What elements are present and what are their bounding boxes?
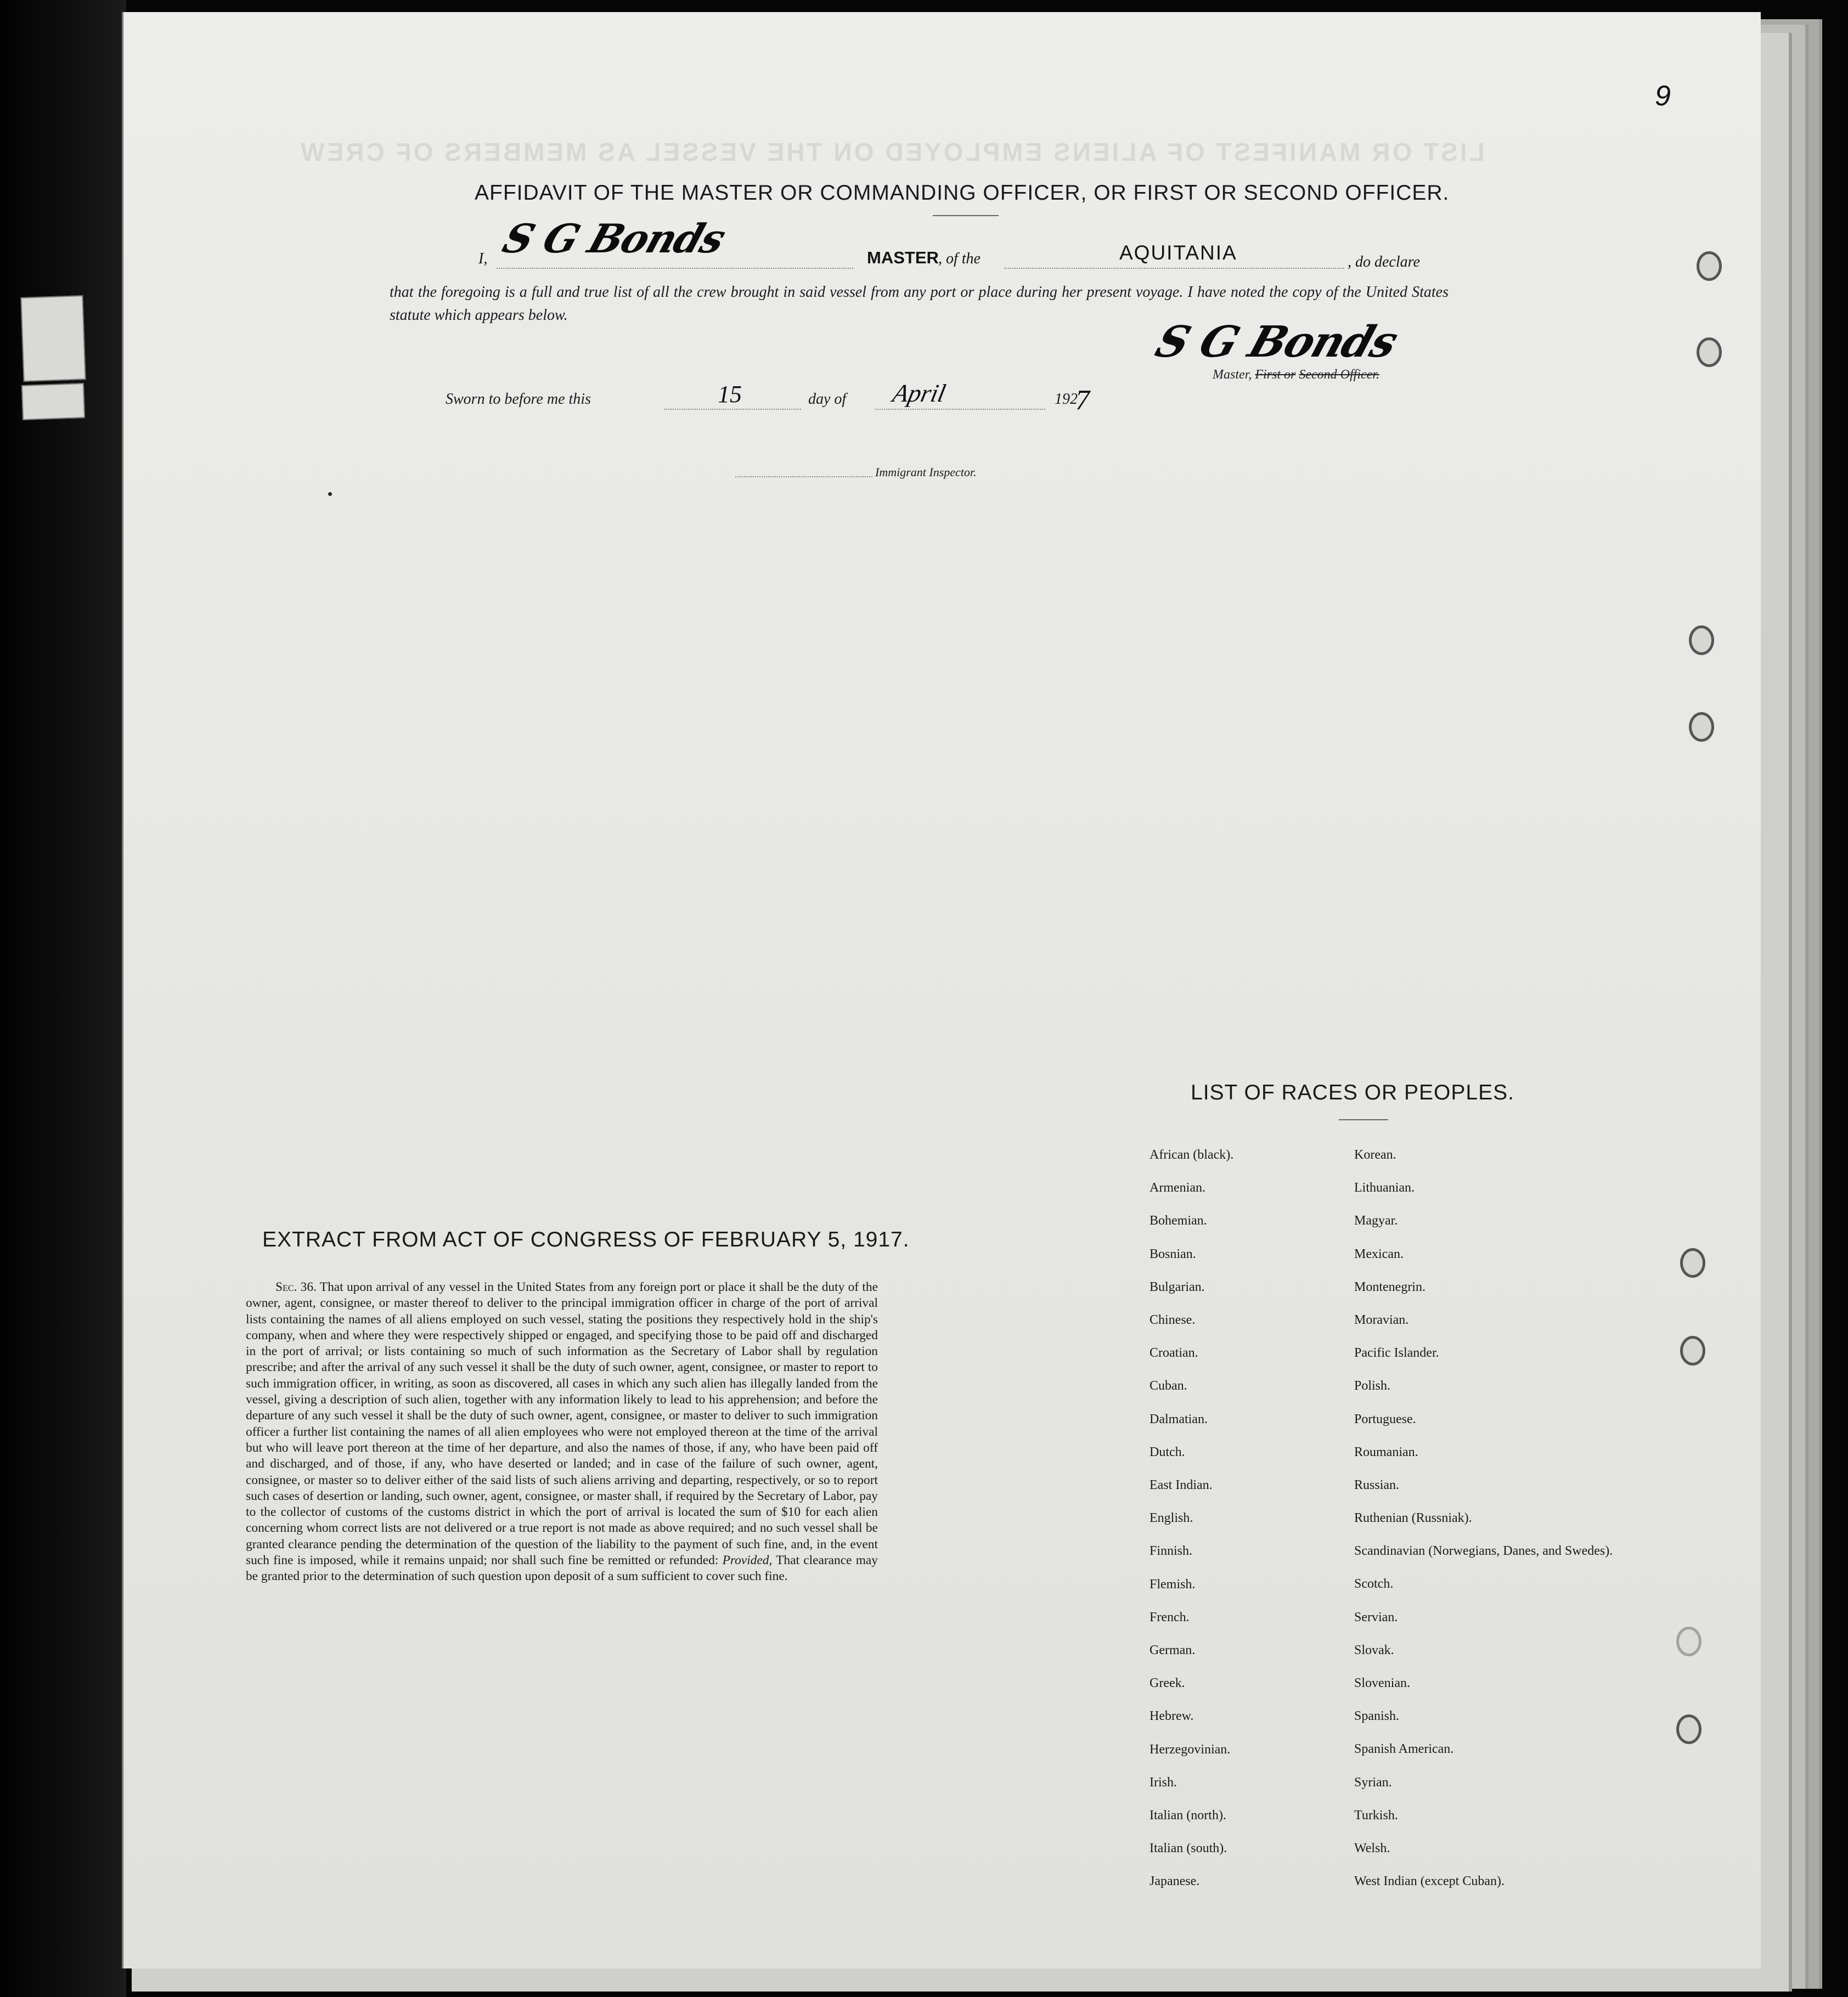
race-item: Herzegovinian. [1150,1742,1231,1757]
punch-hole-icon [1689,712,1714,742]
sworn-day-handwritten: 15 [718,381,742,408]
race-item: Lithuanian. [1354,1181,1415,1195]
race-item: Scandinavian (Norwegians, Danes, and Swedes). [1354,1544,1613,1559]
section-label: Sec. 36. [275,1280,317,1294]
year-prefix: 192 [1055,391,1078,408]
page-number: 9 [1655,80,1671,112]
day-of-label: day of [808,391,847,408]
race-item: Greek. [1150,1676,1185,1691]
races-list-left [1150,1138,1233,1898]
inspector-label: Immigrant Inspector. [875,465,977,479]
inspector-line [735,476,872,477]
race-item: Hebrew. [1150,1709,1194,1724]
punch-hole-icon [1676,1714,1701,1744]
race-item: Slovak. [1354,1643,1394,1657]
punch-hole-icon [1689,625,1714,655]
role-first-or-struck: First or [1255,368,1296,382]
race-item: Flemish. [1150,1577,1196,1592]
race-item: Slovenian. [1354,1676,1410,1691]
race-item: Irish. [1150,1775,1177,1790]
race-item: Spanish. [1354,1709,1400,1724]
master-label: MASTER [867,248,939,267]
race-item: Pacific Islander. [1354,1346,1439,1361]
title-rule [933,215,999,216]
sworn-month-handwritten: April [890,379,948,407]
do-declare-label: , do declare [1348,253,1420,270]
race-item: French. [1150,1610,1190,1624]
race-item: Croatian. [1150,1346,1198,1361]
race-item: Moravian. [1354,1313,1409,1328]
race-item: Turkish. [1354,1808,1398,1823]
statute-proviso: That clearance may be granted prior to the determination of such question upon deposit of a sum sufficient to cover such fine. [246,1553,878,1584]
races-title: LIST OF RACES OR PEOPLES. [1191,1081,1514,1104]
race-item: East Indian. [1150,1478,1213,1493]
bleed-through-heading: LIST OR MANIFEST OF ALIENS EMPLOYED ON THE VESSEL AS MEMBERS OF CREW [298,138,1485,166]
punch-hole-icon [1680,1248,1705,1278]
race-item: Italian (south). [1150,1841,1227,1856]
race-item: Armenian. [1150,1181,1205,1195]
race-item: Scotch. [1354,1577,1394,1592]
month-line [875,409,1045,410]
provided-label: Provided, [722,1553,773,1568]
role-master: Master, [1213,368,1252,382]
declarant-prefix: I, [478,250,488,267]
of-the-label: , of the [938,250,981,267]
signer-role [1213,368,1379,382]
race-item: Magyar. [1354,1214,1398,1228]
race-item: Welsh. [1354,1841,1390,1856]
race-item: Russian. [1354,1478,1400,1493]
race-item: Portuguese. [1354,1412,1416,1426]
vessel-line [1004,268,1344,269]
punch-hole-icon [1680,1336,1705,1366]
punch-hole-icon [1697,337,1722,367]
race-item: Dutch. [1150,1445,1185,1459]
title-rule [1339,1119,1388,1120]
race-item: Finnish. [1150,1544,1193,1559]
year-digit-handwritten: 7 [1075,385,1090,416]
vessel-name: AQUITANIA [1119,241,1237,264]
race-item: Korean. [1354,1148,1396,1162]
race-item: Cuban. [1150,1379,1187,1394]
punch-hole-icon [1697,251,1722,281]
race-item: English. [1150,1511,1193,1526]
statute-body: That upon arrival of any vessel in the United States from any foreign port or place it shall be the duty of the owner, agent, consignee, or master thereof to deliver to the principal immigration officer in charge of the port of arrival lists containing the names of all aliens employed on such vessel, stating the positions they respectively hold in the ship's company, when and where they were respectively shipped or engaged, and specifying those to be paid off and discharged in the port of arrival; or lists containing so much of such information as the Secretary of Labor shall by regulation prescribe; and after the arrival of any such vessel it shall be the duty of such owner, agent, consignee, or master to report to such immigration officer, in writing, as soon as discovered, all cases in which any such alien has illegally landed from the vessel, giving a description of such alien, together with any information likely to lead to his apprehension; and before the departure of any such vessel it shall be the duty of such owner, agent, consignee, or master to deliver to such immigration officer a further list containing the names of all alien employees who were not employed thereon at the time of the arrival but who will leave port thereon at the time of her departure, and also the names of those, if any, who have been paid off and discharged, and of those, if any, who have deserted or landed; and in case of the failure of such owner, agent, consignee, or master so to deliver either of the said lists of such aliens arriving and departing, respectively, or so to report such cases of desertion or landing, such owner, agent, consignee, or master shall, if required by the Secretary of Labor, pay to the collector of customs of the customs district in which the port of arrival is located the sum of $10 for each alien concerning whom correct lists are not delivered or a true report is not made as above required; and no such vessel shall be granted clearance pending the determination of the question of the liability to the payment of such fine, and, in the event such fine is imposed, while it remains unpaid; nor shall such fine be remitted or refunded: [246,1280,878,1568]
affidavit-declaration: that the foregoing is a full and true list of all the crew brought in said vessel from any port or place during her present voyage. I have noted the copy of the United States statute which appears below. [390,284,1449,324]
race-item: Bosnian. [1150,1246,1196,1261]
race-item: Bohemian. [1150,1214,1207,1228]
master-name-handwritten: S G Bonds [497,215,731,262]
statute-text [246,1279,878,1585]
ink-speck [328,492,332,496]
adjacent-page-stub [21,383,85,420]
race-item: Servian. [1354,1610,1398,1624]
race-item: Japanese. [1150,1874,1200,1889]
race-item: Chinese. [1150,1313,1196,1328]
affidavit-title: AFFIDAVIT OF THE MASTER OR COMMANDING OFFICER, OR FIRST OR SECOND OFFICER. [475,181,1450,205]
race-item: Roumanian. [1354,1445,1418,1459]
day-line [664,409,801,410]
race-item: Syrian. [1354,1775,1392,1790]
race-item: West Indian (except Cuban). [1354,1874,1505,1889]
races-list-right [1354,1138,1613,1898]
master-signature: S G Bonds [1150,317,1404,367]
race-item: Bulgarian. [1150,1279,1205,1294]
race-item: Spanish American. [1354,1742,1454,1757]
race-item: Polish. [1354,1379,1391,1394]
race-item: Montenegrin. [1354,1279,1426,1294]
race-item: German. [1150,1643,1196,1658]
race-item: Italian (north). [1150,1808,1226,1823]
name-line [497,268,853,269]
role-second-officer-struck: Second Officer. [1299,368,1379,382]
extract-title: EXTRACT FROM ACT OF CONGRESS OF FEBRUARY 5, 1917. [262,1228,910,1251]
race-item: Dalmatian. [1150,1412,1208,1426]
adjacent-page-stub [20,295,86,382]
punch-hole-icon [1676,1627,1701,1656]
race-item: Ruthenian (Russniak). [1354,1511,1472,1526]
race-item: Mexican. [1354,1246,1404,1261]
sworn-label: Sworn to before me this [446,391,591,408]
race-item: African (black). [1150,1148,1234,1162]
